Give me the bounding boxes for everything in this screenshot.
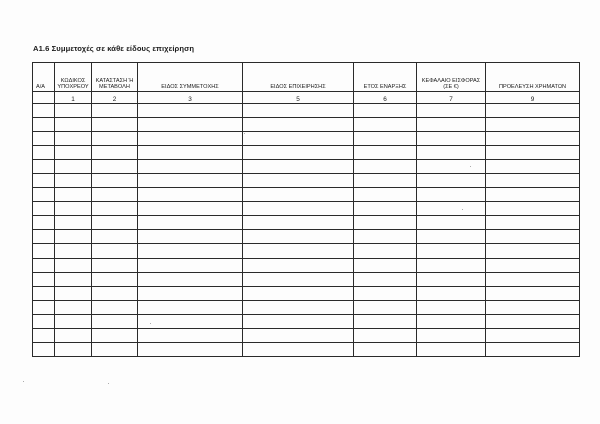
table-cell [33,258,55,272]
table-cell [55,132,92,146]
table-cell [417,272,486,286]
col-header-obligor-code: ΚΩΔΙΚΟΣ ΥΠΟΧΡΕΟΥ [55,63,92,92]
table-cell [243,314,354,328]
table-cell [92,132,138,146]
table-cell [486,300,580,314]
table-cell [354,300,417,314]
table-cell [354,272,417,286]
table-cell [92,104,138,118]
section-title: Α1.6 Συμμετοχές σε κάθε είδους επιχείρηση [33,44,195,53]
table-cell [55,328,92,342]
table-cell [55,286,92,300]
table-row [33,132,580,146]
table-cell [33,146,55,160]
table-cell [417,202,486,216]
table-cell [55,272,92,286]
table-cell [354,328,417,342]
table-cell [138,328,243,342]
table-cell [92,160,138,174]
table-row [33,188,580,202]
table-cell [354,202,417,216]
table-cell [138,202,243,216]
table-cell [417,188,486,202]
table-row [33,244,580,258]
table-cell [33,104,55,118]
col-number-9: 9 [486,92,580,104]
table-cell [417,146,486,160]
table-cell [33,286,55,300]
table-cell [243,272,354,286]
table-cell [486,216,580,230]
table-cell [417,342,486,356]
table-cell [486,342,580,356]
column-number-row [33,92,580,104]
table-cell [486,230,580,244]
table-cell [486,328,580,342]
table-cell [138,160,243,174]
table-cell [55,188,92,202]
table-cell [417,118,486,132]
table-cell [55,300,92,314]
scan-speck [244,133,245,134]
table-cell [33,160,55,174]
table-cell [354,230,417,244]
table-cell [243,342,354,356]
table-cell [417,230,486,244]
scan-speck [150,323,151,324]
table-cell [55,146,92,160]
scan-speck [23,381,24,382]
table-cell [55,160,92,174]
table-cell [417,160,486,174]
table-cell [243,174,354,188]
table-cell [354,314,417,328]
table-cell [55,104,92,118]
table-cell [243,202,354,216]
table-cell [243,300,354,314]
table-cell [138,314,243,328]
table-cell [486,286,580,300]
table-cell [243,230,354,244]
table-row [33,286,580,300]
table-cell [33,230,55,244]
table-row [33,230,580,244]
table-cell [354,258,417,272]
table-cell [243,188,354,202]
table-cell [417,174,486,188]
table-cell [243,258,354,272]
table-cell [55,244,92,258]
table-cell [486,272,580,286]
table-cell [138,216,243,230]
table-row [33,146,580,160]
table-cell [138,174,243,188]
table-cell [92,188,138,202]
table-cell [354,132,417,146]
table-cell [243,216,354,230]
table-cell [486,244,580,258]
col-number-3: 3 [138,92,243,104]
table-row [33,174,580,188]
table-cell [33,202,55,216]
table-cell [138,104,243,118]
col-number-2: 2 [92,92,138,104]
table-cell [243,328,354,342]
table-cell [92,202,138,216]
table-cell [417,216,486,230]
table-row [33,328,580,342]
table-cell [92,244,138,258]
table-cell [354,160,417,174]
table-cell [138,342,243,356]
col-number-7: 7 [417,92,486,104]
table-cell [243,118,354,132]
table-cell [417,328,486,342]
table-cell [243,244,354,258]
col-header-contribution-capital: ΚΕΦΑΛΑΙΟ ΕΙΣΦΟΡΑΣ (ΣΕ €) [417,63,486,92]
table-cell [354,146,417,160]
table-cell [33,272,55,286]
table-cell [354,286,417,300]
table-cell [55,230,92,244]
table-cell [92,174,138,188]
table-cell [92,314,138,328]
table-cell [417,258,486,272]
col-header-aa: Α/Α [33,63,55,92]
table-cell [243,132,354,146]
col-header-status-change: ΚΑΤΑΣΤΑΣΗ Ή ΜΕΤΑΒΟΛΗ [92,63,138,92]
table-cell [33,328,55,342]
table-cell [92,300,138,314]
table-cell [33,132,55,146]
col-header-participation-type: ΕΙΔΟΣ ΣΥΜΜΕΤΟΧΗΣ [138,63,243,92]
col-header-business-type: ΕΙΔΟΣ ΕΠΙΧΕΙΡΗΣΗΣ [243,63,354,92]
table-row [33,104,580,118]
table-cell [138,286,243,300]
table-cell [138,258,243,272]
table-cell [486,118,580,132]
table-body [33,104,580,357]
table-row [33,118,580,132]
table-cell [354,244,417,258]
table-cell [33,314,55,328]
table-cell [486,174,580,188]
table-cell [55,174,92,188]
table-cell [55,314,92,328]
table-cell [243,104,354,118]
col-number-aa [33,92,55,104]
table-cell [243,146,354,160]
table-cell [486,258,580,272]
table-cell [92,258,138,272]
table-cell [92,286,138,300]
participations-table [32,62,580,357]
table-row [33,216,580,230]
table-cell [33,174,55,188]
table-cell [243,286,354,300]
table-cell [138,146,243,160]
table-cell [55,202,92,216]
table-cell [138,118,243,132]
table-cell [33,216,55,230]
table-header-row [33,63,580,92]
table-cell [138,244,243,258]
col-number-1: 1 [55,92,92,104]
table-cell [138,132,243,146]
table-row [33,314,580,328]
table-row [33,202,580,216]
table-cell [138,188,243,202]
table-cell [486,314,580,328]
table-cell [486,188,580,202]
col-header-money-origin: ΠΡΟΕΛΕΥΣΗ ΧΡΗΜΑΤΩΝ [486,63,580,92]
table-cell [92,328,138,342]
table-cell [417,314,486,328]
table-cell [92,118,138,132]
table-cell [138,272,243,286]
table-cell [138,230,243,244]
table-cell [354,216,417,230]
table-row [33,160,580,174]
table-row [33,258,580,272]
table-cell [354,104,417,118]
table-cell [486,146,580,160]
table-cell [417,104,486,118]
table-cell [92,216,138,230]
table-cell [92,230,138,244]
table-cell [417,286,486,300]
table-cell [486,202,580,216]
scan-speck [108,383,109,384]
table-row [33,300,580,314]
table-cell [486,104,580,118]
table-cell [33,244,55,258]
table-cell [417,300,486,314]
table-cell [486,160,580,174]
scan-speck [470,166,471,167]
table-cell [92,146,138,160]
table-cell [354,188,417,202]
table-row [33,272,580,286]
table-cell [354,174,417,188]
table-cell [354,342,417,356]
col-number-6: 6 [354,92,417,104]
table-cell [354,118,417,132]
table-cell [417,132,486,146]
table-cell [243,160,354,174]
table-cell [486,132,580,146]
table-cell [33,300,55,314]
table-cell [138,300,243,314]
col-number-5: 5 [243,92,354,104]
table-cell [55,342,92,356]
scan-speck [462,209,463,210]
table-cell [33,188,55,202]
table-cell [55,216,92,230]
table-cell [417,244,486,258]
table-cell [33,342,55,356]
table-cell [55,258,92,272]
table-cell [92,272,138,286]
table-cell [92,342,138,356]
table-row [33,342,580,356]
col-header-start-year: ΕΤΟΣ ΕΝΑΡΞΗΣ [354,63,417,92]
table-cell [33,118,55,132]
table-cell [55,118,92,132]
